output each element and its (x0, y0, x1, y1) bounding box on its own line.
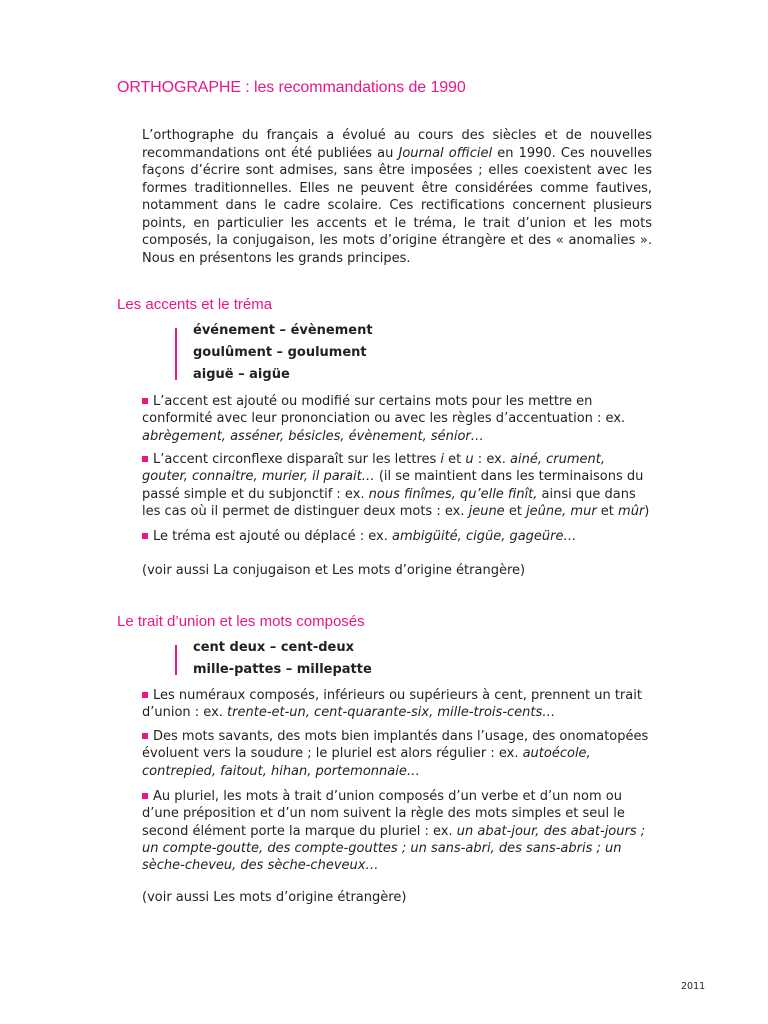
rule-trema (142, 528, 652, 545)
rule-text: L’accent circonflexe disparaît sur les lettres (153, 452, 441, 467)
see-also-trait-union: (voir aussi Les mots d’origine étrangère) (142, 890, 407, 905)
bullet-square-icon (142, 456, 148, 462)
section-heading-accents: Les accents et le tréma (117, 296, 273, 313)
rule-example-italic: ambigüité, cigüe, gageüre… (391, 529, 577, 544)
section-heading-trait-union: Le trait d’union et les mots composés (117, 613, 365, 630)
examples-accents (175, 320, 373, 386)
rule-plural (142, 788, 652, 874)
bullet-square-icon (142, 398, 148, 404)
example-line: aiguë – aigüe (193, 367, 290, 382)
bullet-square-icon (142, 793, 148, 799)
rule-circumflex (142, 451, 652, 520)
rule-soudure (142, 728, 652, 780)
rule-text: et (596, 503, 619, 519)
rule-example-italic: ainé, crument, gouter, connaitre, murier, il parait… (142, 452, 605, 485)
rule-example-italic: i (440, 452, 445, 467)
rule-text: ) (644, 503, 650, 519)
rule-example-italic: un abat-jour, des abat-jours ; un compte-goutte, des compte-gouttes ; un sans-abri, des sans-abris ; un sèche-cheveu, des sèche-cheveux… (142, 823, 646, 874)
intro-journal-title: Journal officiel (398, 145, 493, 161)
rule-example-italic: u (465, 452, 474, 467)
rule-accent-added (142, 393, 652, 445)
example-line: cent deux – cent-deux (193, 640, 354, 655)
rule-text: et (444, 452, 466, 467)
intro-paragraph (142, 127, 652, 267)
intro-text-1: L’orthographe du français a évolué au cours des siècles et de nouvelles recommandations ont été publiées au (142, 128, 652, 161)
rule-example-italic: abrègement, asséner, bésicles, évènement, sénior… (142, 428, 484, 444)
example-line: mille-pattes – millepatte (193, 662, 372, 677)
example-line: goulûment – goulument (193, 345, 367, 360)
examples-trait-union (175, 637, 372, 681)
bullet-square-icon (142, 533, 148, 539)
bullet-square-icon (142, 733, 148, 739)
rule-text: : ex. (473, 452, 511, 467)
rule-text: (il se maintient dans les terminaisons du passé simple et du subjonctif : ex. (142, 469, 644, 502)
bullet-square-icon (142, 692, 148, 698)
rule-example-italic: mûr (618, 503, 645, 519)
rule-example-italic: trente-et-un, cent-quarante-six, mille-trois-cents… (227, 705, 556, 721)
rule-example-italic: nous finîmes, qu’elle finît, (368, 486, 538, 502)
rule-example-italic: autoécole, contrepied, faitout, hihan, portemonnaie… (142, 746, 591, 779)
rule-text: ainsi que dans les cas où il permet de distinguer deux mots : ex. (142, 486, 636, 519)
rule-example-italic: jeûne, mur (526, 503, 597, 519)
rule-example-italic: jeune (468, 503, 505, 519)
rule-text: Des mots savants, des mots bien implantés dans l’usage, des onomatopées évoluent vers la soudure ; le pluriel est alors régulier : ex. (142, 729, 649, 762)
rule-text: Les numéraux composés, inférieurs ou supérieurs à cent, prennent un trait d’union : ex. (142, 688, 642, 721)
intro-text-2: en 1990. Ces nouvelles façons d’écrire sont admises, sans être imposées ; elles coexistent avec les formes traditionnelles. Elles ne peuvent être considérées comme fautives, notamment dans le cadre scolaire. Ces rectifications concernent plusieurs points, en particulier les accents et le tréma, le trait d’union et les mots composés, la conjugaison, les mots d’origine étrangère et des « anomalies ». Nous en présentons les grands principes. (142, 145, 652, 266)
rule-text: Au pluriel, les mots à trait d’union composés d’un verbe et d’un nom ou d’une préposition et d’un nom suivent la règle des mots simples et seul le second élément porte la marque du pluriel : ex. (142, 789, 625, 839)
rule-numerals (142, 687, 652, 722)
rule-text: et (504, 503, 527, 519)
rule-text: L’accent est ajouté ou modifié sur certains mots pour les mettre en conformité avec leur prononciation ou avec les règles d’accentuation : ex. (142, 394, 626, 427)
page-number: 2011 (681, 981, 706, 992)
see-also-accents: (voir aussi La conjugaison et Les mots d’origine étrangère) (142, 563, 526, 578)
example-bar (175, 328, 177, 380)
example-line: événement – évènement (193, 323, 373, 338)
page-title: ORTHOGRAPHE : les recommandations de 1990 (117, 79, 466, 96)
rule-text: Le tréma est ajouté ou déplacé : ex. (153, 529, 392, 544)
example-bar (175, 645, 177, 675)
